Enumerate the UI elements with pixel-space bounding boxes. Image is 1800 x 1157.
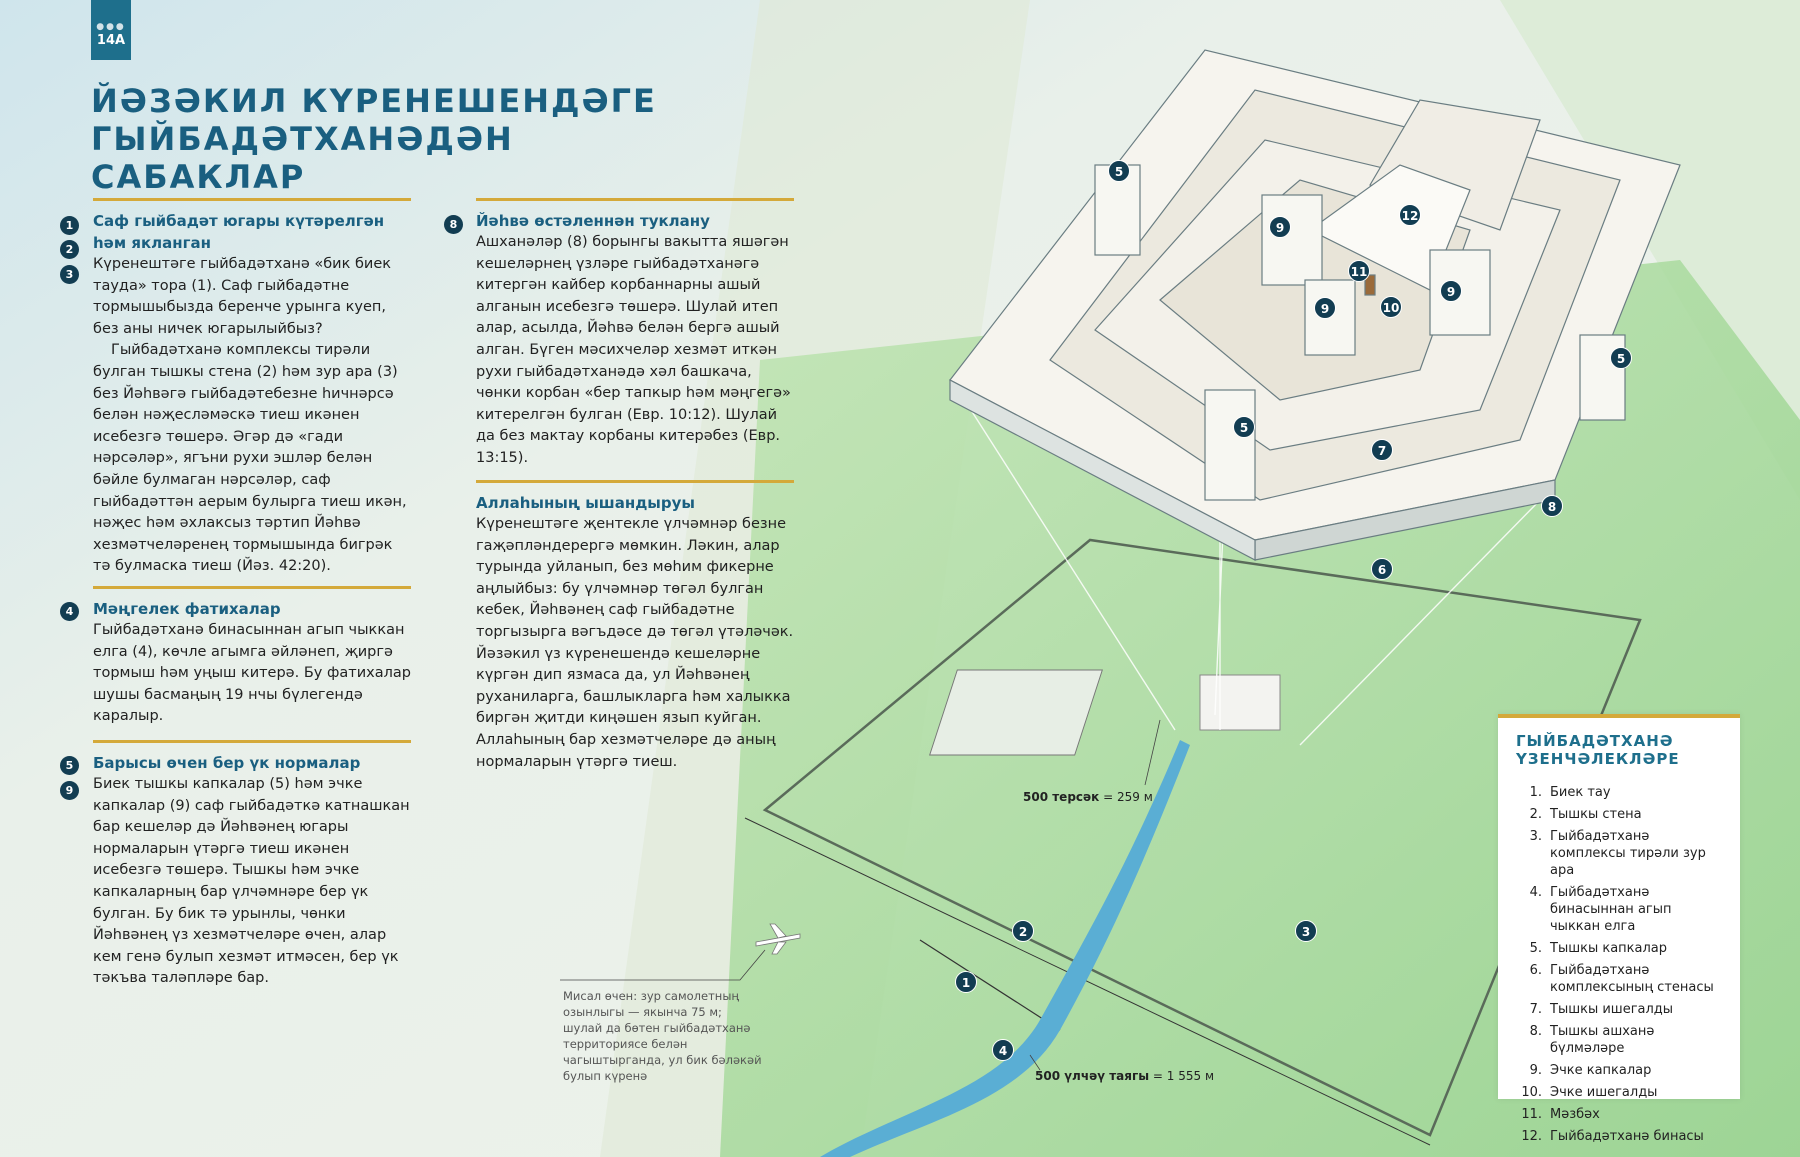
section-body	[93, 254, 411, 578]
section-body: Биек тышкы капкалар (5) һәм эчке капкалар (9) саф гыйбадәткә катнашкан бар кешеләр дә Йәһвәнең югары нормаларын үтәргә тиеш икәнен исебезгә төшерә. Тышкы һәм эчке капкаларның бар үлчәмнәре бер үк булган. Бу бик тә урынлы, чөнки Йәһвәнең үз хезмәтчеләре өчен, алар кем генә булып хезмәт итмәсен, бер үк тәкъва таләпләре бар.	[93, 776, 410, 987]
badge-3: 3	[60, 265, 79, 284]
section-heading: Мәңгелек фатихалар	[93, 600, 281, 618]
title-line-2: ГЫЙБАДӘТХАНӘДӘН САБАКЛАР	[91, 120, 514, 196]
section-rule	[476, 480, 794, 483]
map-badge-5: 5	[1108, 160, 1130, 182]
legend-item: 10. Эчке ишегалды	[1521, 1085, 1658, 1100]
map-badge-9: 9	[1314, 297, 1336, 319]
legend-item: 8. Тышкы ашханә бүлмәләре	[1529, 1024, 1655, 1056]
measure-long-bold: 500 үлчәү таягы	[1035, 1069, 1150, 1083]
legend-item: 1. Биек тау	[1529, 785, 1611, 800]
title-line-1: ЙӘЗӘКИЛ КҮРЕНЕШЕНДӘГЕ	[91, 82, 657, 120]
map-badge-12: 12	[1399, 204, 1421, 226]
measure-long	[1035, 1069, 1214, 1083]
badge-9: 9	[60, 781, 79, 800]
map-badge-4: 4	[992, 1039, 1014, 1061]
legend-title: ГЫЙБАДӘТХАНӘ ҮЗЕНЧӘЛЕКЛӘРЕ	[1516, 732, 1680, 768]
legend-item: 5. Тышкы капкалар	[1529, 941, 1668, 956]
section-rule	[93, 198, 411, 201]
page-number-tab	[91, 0, 131, 60]
measure-long-value: = 1 555 м	[1149, 1069, 1214, 1083]
section-paragraph: Гыйбадәтханә комплексы тирәли булган тышкы стена (2) һәм зур ара (3) без Йәһвәгә гыйбадәтебезне һичнәрсә белән нәҗесләмәскә тиеш икәнен исебезгә төшерә. Әгәр дә «гади нәрсәләр», ягъни рухи эшләр белән бәйле булмаган нәрсәләр, саф гыйбадәттән аерым булырга тиеш икән, нәҗес һәм әхлаксыз тәртип Йәһвә хезмәтчеләренең тормышында бигрәк тә булмаска тиеш (Йәз. 42:20).	[93, 342, 407, 575]
section-paragraph: Күренештәге гыйбадәтханә «бик биек тауда» тора (1). Саф гыйбадәтне тормышыбызда беренче урынга куеп, без аны ничек югарылыйбыз?	[93, 256, 392, 337]
section-heading: Аллаһының ышандыруы	[476, 494, 695, 512]
map-badge-9: 9	[1269, 216, 1291, 238]
badge-5: 5	[60, 756, 79, 775]
legend-item: 6. Гыйбадәтханә комплексының стенасы	[1529, 963, 1714, 995]
section-god-assurance	[476, 480, 794, 773]
map-badge-9: 9	[1440, 280, 1462, 302]
section-rule	[93, 740, 411, 743]
section-heading: Йәһвә өстәленнән туклану	[476, 212, 710, 230]
tab-dots-icon: ●●●	[96, 22, 126, 32]
section-pure-worship	[93, 198, 411, 578]
section-rule	[93, 586, 411, 589]
section-heading: Саф гыйбадәт югары күтәрелгән һәм якланган	[93, 212, 385, 252]
map-badge-6: 6	[1371, 558, 1393, 580]
map-badge-11: 11	[1348, 260, 1370, 282]
map-badge-5: 5	[1610, 347, 1632, 369]
section-body: Күренештәге җентекле үлчәмнәр безне гаҗәпләндерергә мөмкин. Ләкин, алар турында уйланып, без мөһим фикерне аңлыйбыз: бу үлчәмнәр төгәл булган кебек, Йәһвәнең саф гыйбадәтне торгызырга вәгъдәсе дә төгәл үтәләчәк. Йәзәкил үз күренешендә кешеләрне күргән дип язмаса да, ул Йәһвәнең руханиларга, башлыкларга һәм халыкка биргән җитди киңәшен язып куйган. Аллаһының бар хезмәтчеләре дә аның нормаларын үтәргә тиеш.	[476, 516, 794, 770]
legend-rule	[1498, 714, 1740, 718]
legend-item: 9. Эчке капкалар	[1529, 1063, 1652, 1078]
section-body: Ашханәләр (8) борынгы вакытта яшәгән кешеләрнең үзләре гыйбадәтханәгә китергән кайбер корбаннарны ашый алганын исебезгә төшерә. Шулай итеп алар, асылда, Йәһвә белән бергә ашый алган. Бүген мәсихчеләр хезмәт иткән рухи гыйбадәтханәдә хәл башкача, чөнки корбан «бер тапкыр һәм мәңгегә» китерелгән булган (Евр. 10:12). Шулай да без мактау корбаны китерәбез (Евр. 13:15).	[476, 234, 791, 466]
map-badge-1: 1	[955, 971, 977, 993]
legend-item: 2. Тышкы стена	[1529, 807, 1642, 822]
map-badge-2: 2	[1012, 920, 1034, 942]
page-title	[91, 82, 731, 196]
map-badge-5: 5	[1233, 416, 1255, 438]
badge-8: 8	[444, 215, 463, 234]
section-jehovah-table	[476, 198, 794, 470]
page-number: 14A	[96, 33, 126, 48]
legend-item: 11. Мәзбәх	[1521, 1107, 1600, 1122]
section-rule	[476, 198, 794, 201]
badge-4: 4	[60, 602, 79, 621]
map-badge-8: 8	[1541, 495, 1563, 517]
measure-short-value: = 259 м	[1099, 790, 1153, 804]
section-body: Гыйбадәтханә бинасыннан агып чыккан елга (4), көчле агымга әйләнеп, җиргә тормыш һәм уңыш китерә. Бу фатихалар шушы басмаңың 19 нчы бүлегендә каралыр.	[93, 622, 411, 725]
airplane-note: Мисал өчен: зур самолетның озынлыгы — якынча 75 м; шулай да бөтен гыйбадәтханә территориясе белән чагыштырганда, ул бик бәләкәй булып күренә	[563, 989, 762, 1083]
badge-2: 2	[60, 240, 79, 259]
map-badge-3: 3	[1295, 920, 1317, 942]
map-badge-7: 7	[1371, 439, 1393, 461]
legend-box	[1498, 714, 1740, 1144]
section-same-standards	[93, 740, 411, 990]
legend-item: 3. Гыйбадәтханә комплексы тирәли зур ара	[1529, 829, 1706, 878]
legend-item: 12. Гыйбадәтханә бинасы	[1521, 1129, 1704, 1144]
legend-list	[1498, 784, 1740, 1145]
map-badge-10: 10	[1380, 296, 1402, 318]
measure-short-bold: 500 терсәк	[1023, 790, 1100, 804]
legend-item: 7. Тышкы ишегалды	[1529, 1002, 1674, 1017]
badge-1: 1	[60, 216, 79, 235]
section-heading: Барысы өчен бер үк нормалар	[93, 754, 361, 772]
section-eternal-blessings	[93, 586, 411, 728]
measure-short	[1023, 790, 1153, 804]
legend-item: 4. Гыйбадәтханә бинасыннан агып чыккан елга	[1529, 885, 1672, 934]
